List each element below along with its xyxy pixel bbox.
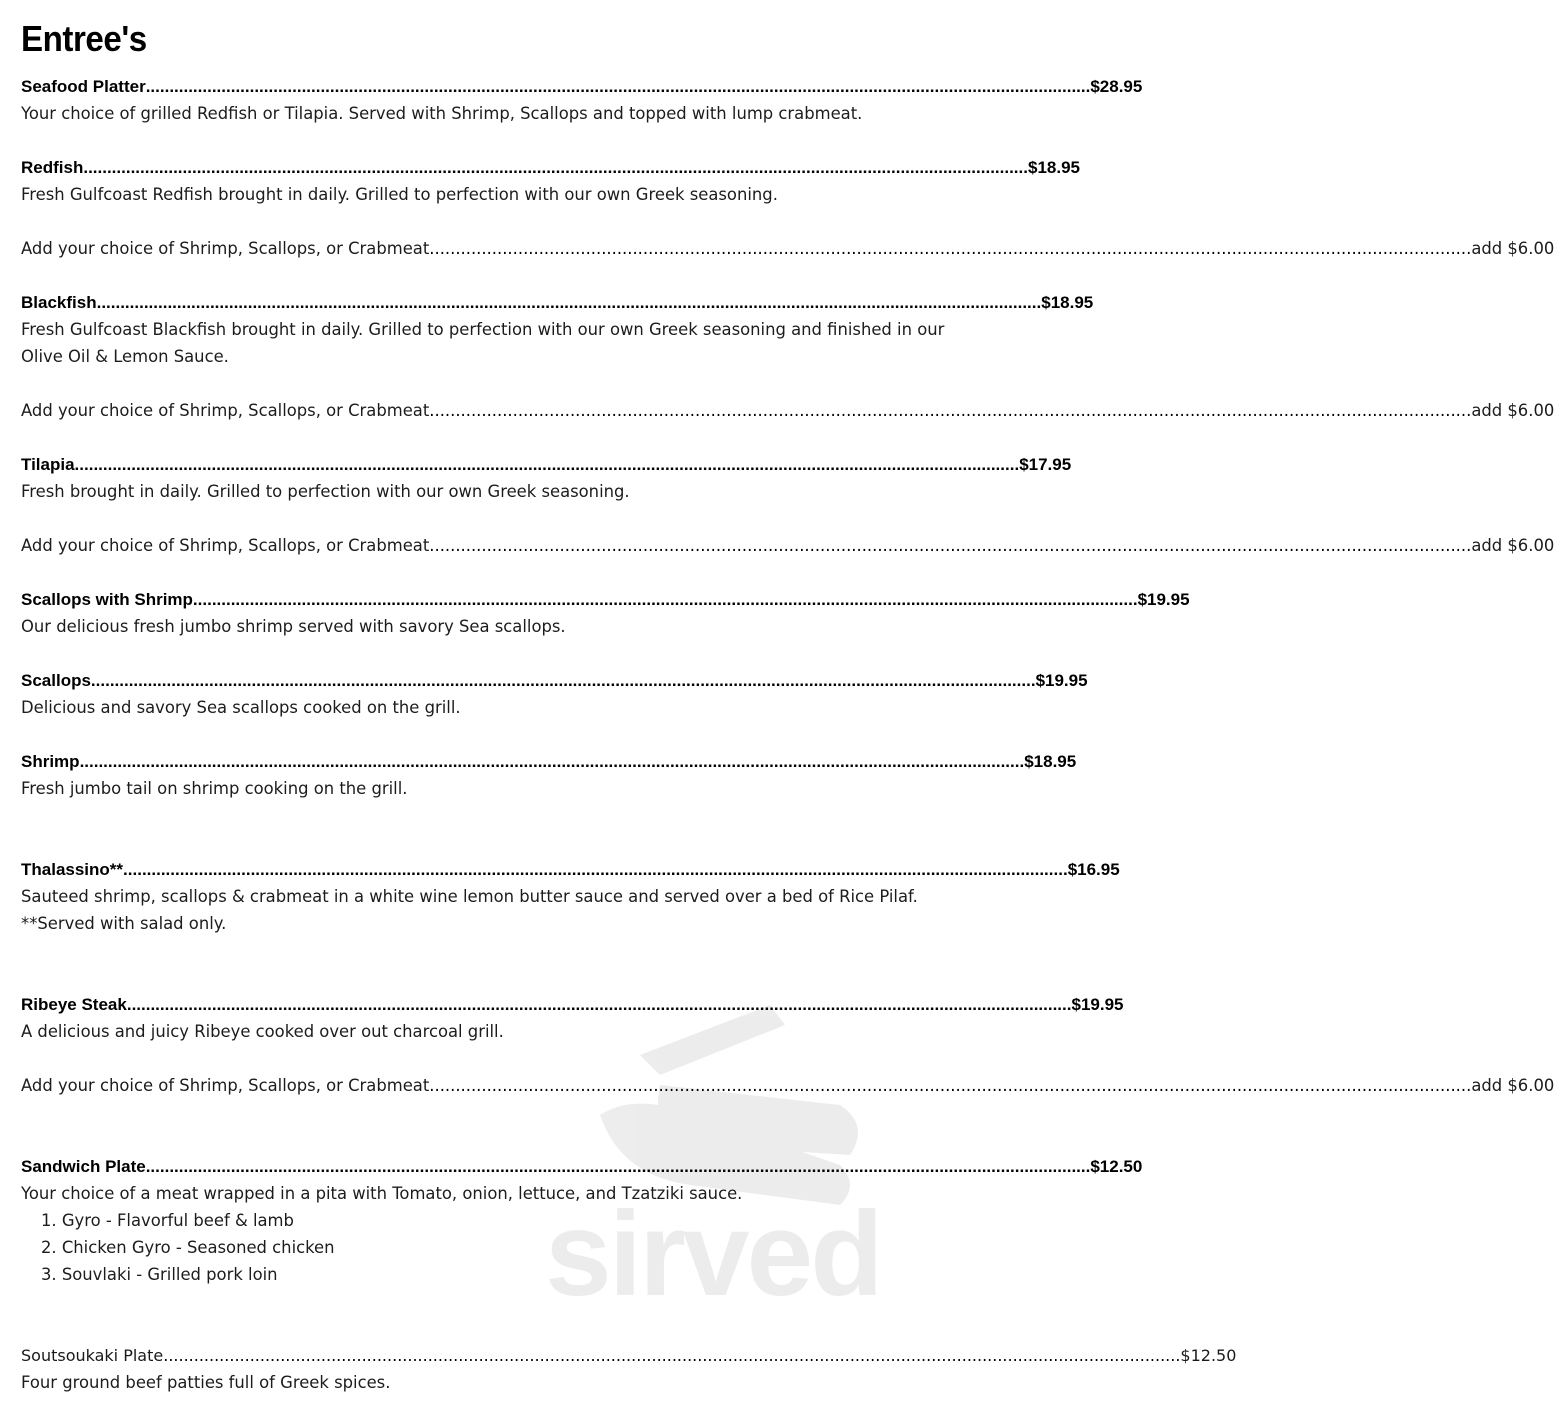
menu-item-description: Your choice of grilled Redfish or Tilapia. Served with Shrimp, Scallops and topped with lump crabmeat.	[21, 104, 863, 123]
addon-label: Add your choice of Shrimp, Scallops, or Crabmeat	[21, 1076, 430, 1095]
list-item: 1. Gyro - Flavorful beef & lamb	[41, 1211, 294, 1230]
dot-leader: ........................................................................................................................................................................................................	[429, 536, 1472, 555]
list-item: 3. Souvlaki - Grilled pork loin	[41, 1265, 278, 1284]
menu-item-price: $19.95	[1137, 590, 1190, 609]
menu-item-row	[21, 73, 1143, 100]
addon-price: add $6.00	[1471, 1076, 1554, 1095]
menu-item-price: $18.95	[1041, 293, 1094, 312]
menu-item-row	[21, 289, 1094, 316]
menu-item-price: $19.95	[1035, 671, 1088, 690]
dot-leader: ........................................................................................................................................................................................................	[90, 671, 1036, 690]
menu-item-description: Your choice of a meat wrapped in a pita with Tomato, onion, lettuce, and Tzatziki sauce.	[21, 1184, 743, 1203]
menu-item-price: $18.95	[1024, 752, 1077, 771]
menu-item-description: **Served with salad only.	[21, 914, 227, 933]
menu-item-row	[21, 154, 1080, 181]
menu-item-description: Sauteed shrimp, scallops & crabmeat in a white wine lemon butter sauce and served over a bed of Rice Pilaf.	[21, 887, 918, 906]
menu-item-name: Scallops with Shrimp	[21, 590, 193, 609]
menu-item-description: Fresh Gulfcoast Redfish brought in daily. Grilled to perfection with our own Greek seasoning.	[21, 185, 778, 204]
menu-item-description: Delicious and savory Sea scallops cooked on the grill.	[21, 698, 461, 717]
dot-leader: ........................................................................................................................................................................................................	[145, 77, 1091, 96]
menu-item-description: Fresh Gulfcoast Blackfish brought in daily. Grilled to perfection with our own Greek seasoning and finished in our	[21, 320, 945, 339]
menu-item-description: Our delicious fresh jumbo shrimp served with savory Sea scallops.	[21, 617, 566, 636]
menu-item-row	[21, 667, 1088, 694]
menu-item-price: $12.50	[1090, 1157, 1143, 1176]
dot-leader: ........................................................................................................................................................................................................	[96, 293, 1042, 312]
menu-item-name: Blackfish	[21, 293, 97, 312]
menu-item-price: $17.95	[1019, 455, 1072, 474]
addon-price: add $6.00	[1471, 239, 1554, 258]
menu-item-row	[21, 586, 1190, 613]
menu-item-row	[21, 748, 1077, 775]
menu-item-description: Fresh brought in daily. Grilled to perfection with our own Greek seasoning.	[21, 482, 630, 501]
dot-leader: ........................................................................................................................................................................................................	[429, 239, 1472, 258]
menu-item-name: Redfish	[21, 158, 84, 177]
page-title: Entree's	[21, 18, 147, 59]
dot-leader: ........................................................................................................................................................................................................	[74, 455, 1020, 474]
menu-item-price: $18.95	[1027, 158, 1080, 177]
addon-price: add $6.00	[1471, 536, 1554, 555]
menu-item-description: Fresh jumbo tail on shrimp cooking on the grill.	[21, 779, 408, 798]
dot-leader: ........................................................................................................................................................................................................	[126, 995, 1072, 1014]
menu-item-name: Thalassino**	[21, 860, 124, 879]
menu-item-name: Shrimp	[21, 752, 80, 771]
dot-leader: ........................................................................................................................................................................................................	[79, 752, 1025, 771]
menu-item-name: Sandwich Plate	[21, 1157, 146, 1176]
menu-item-row	[21, 856, 1120, 883]
dot-leader: ........................................................................................................................................................................................................	[429, 401, 1472, 420]
menu-item-price: $19.95	[1071, 995, 1124, 1014]
dot-leader: ........................................................................................................................................................................................................	[429, 1076, 1472, 1095]
menu-item-description: Four ground beef patties full of Greek spices.	[21, 1373, 391, 1392]
menu-item-name: Ribeye Steak	[21, 995, 127, 1014]
menu-item-name: Tilapia	[21, 455, 75, 474]
addon-row	[21, 397, 1554, 424]
addon-label: Add your choice of Shrimp, Scallops, or Crabmeat	[21, 536, 430, 555]
menu-item-price: $16.95	[1067, 860, 1120, 879]
menu-item-description: Olive Oil & Lemon Sauce.	[21, 347, 229, 366]
menu-item-price: $12.50	[1180, 1346, 1237, 1365]
list-item: 2. Chicken Gyro - Seasoned chicken	[41, 1238, 335, 1257]
dot-leader: ........................................................................................................................................................................................................	[123, 860, 1068, 879]
dot-leader: ........................................................................................................................................................................................................	[83, 158, 1028, 177]
dot-leader: ........................................................................................................................................................................................................	[163, 1346, 1181, 1365]
dot-leader: ........................................................................................................................................................................................................	[145, 1157, 1091, 1176]
menu-item-name: Scallops	[21, 671, 91, 690]
addon-price: add $6.00	[1471, 401, 1554, 420]
watermark-text: sirved	[545, 1187, 881, 1321]
menu-item-description: A delicious and juicy Ribeye cooked over out charcoal grill.	[21, 1022, 504, 1041]
addon-label: Add your choice of Shrimp, Scallops, or Crabmeat	[21, 239, 430, 258]
menu-item-row	[21, 1342, 1237, 1369]
menu-item-row	[21, 451, 1072, 478]
menu-item-price: $28.95	[1090, 77, 1143, 96]
addon-row	[21, 235, 1554, 262]
menu-item-name: Soutsoukaki Plate	[21, 1346, 164, 1365]
menu-item-name: Seafood Platter	[21, 77, 146, 96]
dot-leader: ........................................................................................................................................................................................................	[192, 590, 1138, 609]
addon-label: Add your choice of Shrimp, Scallops, or Crabmeat	[21, 401, 430, 420]
addon-row	[21, 532, 1554, 559]
